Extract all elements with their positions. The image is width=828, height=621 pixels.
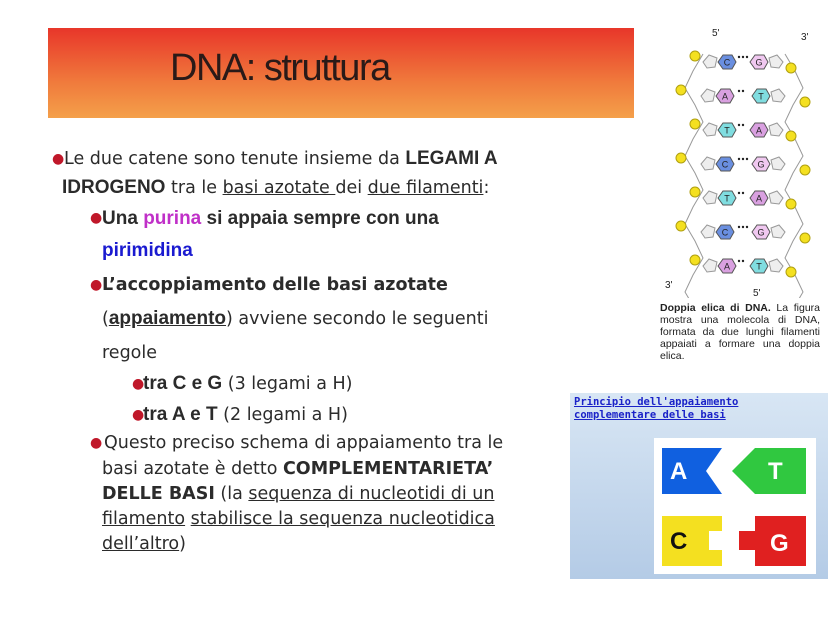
p5-rest: (2 legami a H) <box>217 405 348 425</box>
paragraph-2-line-1 <box>102 206 439 232</box>
p5-strong: tra A e T <box>143 404 218 425</box>
p1-mid: tra le <box>165 178 223 198</box>
paragraph-3-line-2 <box>102 306 488 332</box>
phosphate-dot <box>800 165 810 175</box>
paragraph-3-line-3: regole <box>102 343 158 363</box>
p3-open: ( <box>102 309 109 329</box>
base-label-t: T <box>768 458 783 485</box>
p6-strong-2: DELLE BASI <box>102 484 215 504</box>
base-letter-right: A <box>755 125 763 136</box>
sugar-pentagon <box>701 225 715 238</box>
caption-bold: Doppia elica di DNA. <box>660 302 771 314</box>
base-letter-right: G <box>757 159 765 170</box>
phosphate-dot <box>690 187 700 197</box>
bullet-dot: ● <box>90 435 103 451</box>
caption-text: La figura mostra una molecola di DNA, formata da due lunghi filamenti appaiati a formare una doppia elica. <box>660 302 821 362</box>
phosphate-dot <box>690 255 700 265</box>
hydrogen-bond-dot <box>742 192 744 194</box>
paragraph-3-line-1: L’accoppiamento delle basi azotate <box>102 275 448 295</box>
hydrogen-bond-dot <box>738 226 740 228</box>
sugar-pentagon <box>701 89 715 102</box>
paragraph-4 <box>143 371 353 397</box>
sugar-pentagon <box>703 191 717 204</box>
p1-end: : <box>483 178 490 198</box>
base-letter-right: G <box>755 57 763 68</box>
paragraph-1-line-2 <box>62 175 489 201</box>
p4-rest: (3 legami a H) <box>222 374 353 394</box>
p2-text-a: Una <box>102 208 144 229</box>
hydrogen-bond-dot <box>742 56 744 58</box>
sugar-pentagon <box>703 123 717 136</box>
p2-pirimidina: pirimidina <box>102 240 193 261</box>
phosphate-dot <box>690 51 700 61</box>
label-3-prime-top: 3' <box>801 32 809 43</box>
p1-underline-1: basi azotate <box>222 178 336 198</box>
p6-underline-1: sequenza di nucleotidi di un <box>248 484 495 504</box>
bullet-dot: ● <box>52 151 65 167</box>
base-letter-right: T <box>756 261 762 272</box>
label-5-prime-bottom: 5' <box>753 288 761 298</box>
p6-underline-4: dell’altro <box>102 534 180 554</box>
hydrogen-bond-dot <box>742 260 744 262</box>
phosphate-dot <box>690 119 700 129</box>
label-5-prime-top: 5' <box>712 28 720 39</box>
hydrogen-bond-dot <box>738 158 740 160</box>
p3-appaiamento: appaiamento <box>108 308 227 329</box>
hydrogen-bond-dot <box>742 90 744 92</box>
bullet-dot: ● <box>90 210 103 226</box>
phosphate-dot <box>786 63 796 73</box>
panel-title-link[interactable]: Principio dell'appaiamento complementare delle basi <box>574 396 739 421</box>
backbone-right <box>785 54 803 298</box>
label-3-prime-bottom: 3' <box>665 280 673 291</box>
figure-caption <box>660 302 820 362</box>
p6-close: ) <box>179 534 186 554</box>
bullet-dot: ● <box>132 376 145 392</box>
phosphate-dot <box>800 97 810 107</box>
base-letter-right: G <box>757 227 765 238</box>
p1-strong-2: IDROGENO <box>62 177 166 198</box>
phosphate-dot <box>676 153 686 163</box>
paragraph-5 <box>143 402 348 428</box>
sugar-pentagon <box>769 191 783 204</box>
hydrogen-bond-dot <box>746 56 748 58</box>
p1-strong-1: LEGAMI A <box>405 148 498 169</box>
hydrogen-bond-dot <box>742 226 744 228</box>
p3-rest: ) avviene secondo le seguenti <box>226 309 489 329</box>
hydrogen-bond-dot <box>738 260 740 262</box>
paragraph-6-line-1: Questo preciso schema di appaiamento tra le <box>104 433 504 453</box>
base-letter-left: A <box>721 91 729 102</box>
phosphate-dot <box>786 199 796 209</box>
p1-text: Le due catene sono tenute insieme da <box>64 149 406 169</box>
sugar-pentagon <box>769 123 783 136</box>
p4-strong: tra C e G <box>143 373 223 394</box>
bullet-dot: ● <box>132 407 145 423</box>
hydrogen-bond-dot <box>738 124 740 126</box>
sugar-pentagon <box>703 55 717 68</box>
p6-text: basi azotate è detto <box>102 459 283 479</box>
dna-double-helix-figure <box>655 26 825 298</box>
base-letter-right: A <box>755 193 763 204</box>
hydrogen-bond-dot <box>746 158 748 160</box>
paragraph-1-line-1 <box>64 146 498 172</box>
p6-text-2: (la <box>214 484 249 504</box>
paragraph-6-line-2 <box>102 456 493 482</box>
slide-title: DNA: struttura <box>170 47 390 89</box>
paragraph-6-line-3 <box>102 481 494 507</box>
p2-text-b: si appaia sempre con una <box>201 208 439 229</box>
hydrogen-bond-dot <box>742 158 744 160</box>
phosphate-dot <box>786 267 796 277</box>
sugar-pentagon <box>701 157 715 170</box>
paragraph-6-line-5 <box>102 531 186 557</box>
hydrogen-bond-dot <box>746 226 748 228</box>
p1-mid-2: dei <box>335 178 368 198</box>
sugar-pentagon <box>771 225 785 238</box>
p1-underline-2: due filamenti <box>367 178 484 198</box>
hydrogen-bond-dot <box>738 192 740 194</box>
hydrogen-bond-dot <box>738 56 740 58</box>
sugar-pentagon <box>771 89 785 102</box>
sugar-pentagon <box>703 259 717 272</box>
base-label-g: G <box>770 530 789 557</box>
base-letter-left: T <box>724 125 730 136</box>
p2-purina: purina <box>143 208 202 229</box>
sugar-pentagon <box>769 55 783 68</box>
base-letter-left: C <box>721 159 729 170</box>
phosphate-dot <box>786 131 796 141</box>
base-letter-left: A <box>723 261 731 272</box>
sugar-pentagon <box>771 157 785 170</box>
phosphate-dot <box>676 85 686 95</box>
bullet-dot: ● <box>90 277 103 293</box>
paragraph-2-line-2 <box>102 238 193 264</box>
p6-strong-1: COMPLEMENTARIETA’ <box>282 459 494 479</box>
base-letter-left: C <box>723 57 731 68</box>
base-label-c: C <box>670 528 688 555</box>
base-letter-right: T <box>758 91 764 102</box>
sugar-pentagon <box>769 259 783 272</box>
p6-underline-2: filamento <box>102 509 186 529</box>
phosphate-dot <box>676 221 686 231</box>
hydrogen-bond-dot <box>742 124 744 126</box>
base-label-a: A <box>670 458 688 485</box>
base-letter-left: T <box>724 193 730 204</box>
p6-underline-3: stabilisce la sequenza nucleotidica <box>190 509 495 529</box>
phosphate-dot <box>800 233 810 243</box>
paragraph-6-line-4 <box>102 506 495 532</box>
hydrogen-bond-dot <box>738 90 740 92</box>
base-letter-left: C <box>721 227 729 238</box>
